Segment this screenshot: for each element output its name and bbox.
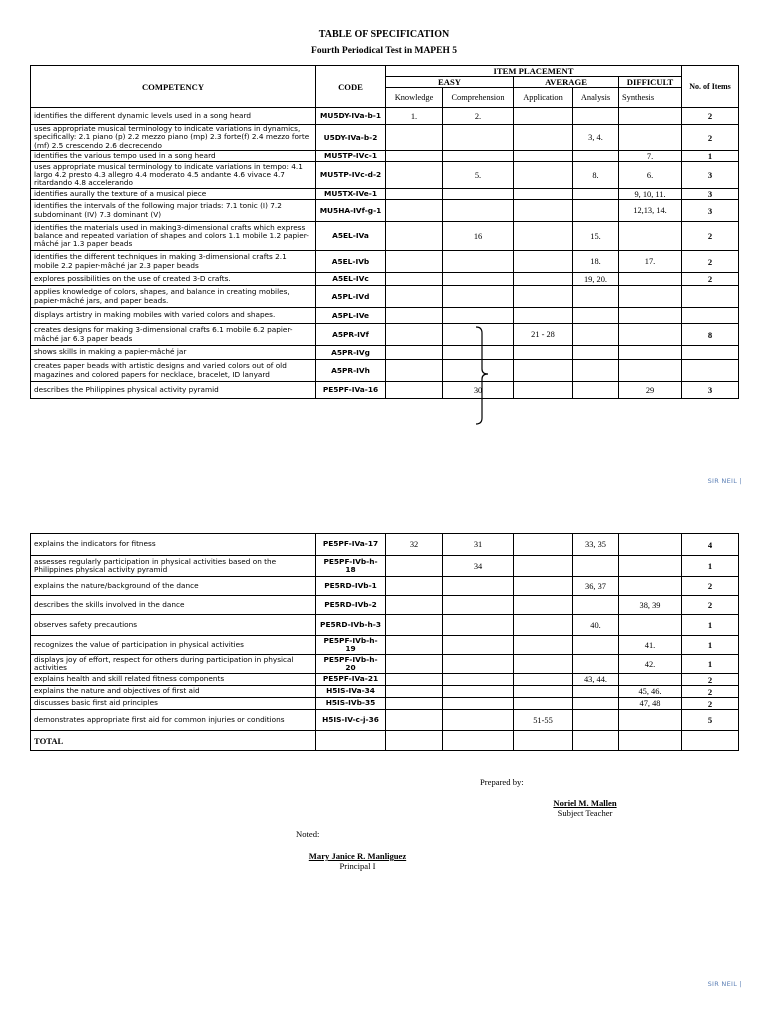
code-cell: MU5TX-IVe-1 (316, 189, 386, 200)
competency-cell: identifies the intervals of the following major triads: 7.1 tonic (I) 7.2 subdominant (IV) 7.3 dominant (V) (31, 200, 316, 222)
synthesis-cell: 7. (619, 151, 682, 162)
knowledge-cell (386, 636, 443, 655)
table-row (31, 636, 739, 655)
application-cell (514, 382, 573, 399)
knowledge-cell (386, 200, 443, 222)
synthesis-cell (619, 577, 682, 596)
code-cell: PE5PF-IVa-21 (316, 674, 386, 686)
comprehension-cell: 2. (443, 108, 514, 125)
code-cell: PE5PF-IVa-16 (316, 382, 386, 399)
application-cell (514, 286, 573, 308)
competency-cell: demonstrates appropriate first aid for common injuries or conditions (31, 710, 316, 731)
average-header: AVERAGE (514, 77, 619, 88)
total-empty-cell (386, 731, 443, 751)
table-row (31, 346, 739, 360)
application-cell (514, 577, 573, 596)
synthesis-cell (619, 273, 682, 286)
knowledge-cell (386, 710, 443, 731)
table-row (31, 200, 739, 222)
grouping-bracket (472, 326, 494, 426)
knowledge-cell (386, 125, 443, 151)
document-subtitle: Fourth Periodical Test in MAPEH 5 (311, 46, 457, 56)
knowledge-cell (386, 273, 443, 286)
synthesis-cell (619, 674, 682, 686)
table-row (31, 674, 739, 686)
competency-cell: identifies the materials used in making3-dimensional crafts which express balance and repeated variation of shapes and colors 1.1 mobile 1.2 papier-mâché jar 1.3 paper beads (31, 222, 316, 251)
application-cell (514, 596, 573, 615)
code-cell: A5EL-IVc (316, 273, 386, 286)
application-cell (514, 686, 573, 698)
analysis-cell (573, 596, 619, 615)
table-row (31, 382, 739, 399)
code-cell: PE5RD-IVb-h-3 (316, 615, 386, 636)
code-cell: U5DY-IVa-b-2 (316, 125, 386, 151)
prepared-by-role: Subject Teacher (557, 808, 613, 818)
code-cell: A5EL-IVb (316, 251, 386, 273)
comprehension-cell (443, 674, 514, 686)
no-of-items-cell: 4 (682, 534, 739, 556)
analysis-cell: 8. (573, 162, 619, 189)
code-cell: PE5PF-IVb-h-20 (316, 655, 386, 674)
competency-cell: describes the skills involved in the dance (31, 596, 316, 615)
application-cell (514, 655, 573, 674)
competency-cell: explores possibilities on the use of created 3-D crafts. (31, 273, 316, 286)
prepared-by-name: Noriel M. Mallen (553, 798, 617, 808)
code-cell: A5PL-IVe (316, 308, 386, 324)
table-row (31, 686, 739, 698)
synthesis-header: Synthesis (619, 88, 682, 108)
knowledge-cell (386, 346, 443, 360)
application-cell (514, 636, 573, 655)
watermark-text-bottom: SIR NEIL | (707, 980, 742, 988)
no-of-items-cell: 3 (682, 200, 739, 222)
comprehension-cell (443, 698, 514, 710)
knowledge-cell (386, 286, 443, 308)
knowledge-cell (386, 686, 443, 698)
code-cell: A5PR-IVf (316, 324, 386, 346)
total-empty-cell (443, 731, 514, 751)
total-empty-cell (682, 731, 739, 751)
analysis-cell (573, 382, 619, 399)
no-of-items-cell (682, 308, 739, 324)
knowledge-cell (386, 162, 443, 189)
table-row (31, 151, 739, 162)
table-row (31, 655, 739, 674)
competency-cell: recognizes the value of participation in physical activities (31, 636, 316, 655)
application-cell (514, 200, 573, 222)
synthesis-cell (619, 308, 682, 324)
no-of-items-cell (682, 346, 739, 360)
analysis-cell: 19, 20. (573, 273, 619, 286)
competency-cell: identifies the different techniques in making 3-dimensional crafts 2.1 mobile 2.2 papier-mâché jar 2.3 paper beads (31, 251, 316, 273)
table-row (31, 125, 739, 151)
analysis-cell (573, 360, 619, 382)
code-cell: H5IS-IV-c-j-36 (316, 710, 386, 731)
knowledge-cell (386, 324, 443, 346)
competency-cell: explains the nature and objectives of first aid (31, 686, 316, 698)
synthesis-cell: 38, 39 (619, 596, 682, 615)
comprehension-cell: 31 (443, 534, 514, 556)
code-cell: MU5TP-IVc-1 (316, 151, 386, 162)
synthesis-cell: 9, 10, 11. (619, 189, 682, 200)
code-cell: A5PR-IVh (316, 360, 386, 382)
analysis-cell: 43, 44. (573, 674, 619, 686)
specification-table-page-2 (30, 533, 739, 751)
code-cell: MU5HA-IVf-g-1 (316, 200, 386, 222)
prepared-by-label: Prepared by: (480, 777, 524, 787)
no-of-items-cell: 2 (682, 577, 739, 596)
competency-cell: identifies aurally the texture of a musical piece (31, 189, 316, 200)
total-row (31, 731, 739, 751)
comprehension-cell: 16 (443, 222, 514, 251)
competency-cell: discusses basic first aid principles (31, 698, 316, 710)
knowledge-cell (386, 674, 443, 686)
table-row (31, 556, 739, 577)
comprehension-cell (443, 125, 514, 151)
competency-cell: observes safety precautions (31, 615, 316, 636)
no-of-items-cell: 3 (682, 382, 739, 399)
knowledge-cell (386, 360, 443, 382)
synthesis-cell (619, 324, 682, 346)
comprehension-cell (443, 686, 514, 698)
noted-name: Mary Janice R. Manliguez (308, 851, 407, 861)
table-row (31, 162, 739, 189)
table-body-page-2 (31, 534, 739, 751)
comprehension-cell (443, 577, 514, 596)
comprehension-cell (443, 200, 514, 222)
no-of-items-header: No. of Items (682, 66, 739, 108)
code-cell: PE5PF-IVb-h-19 (316, 636, 386, 655)
code-header: CODE (316, 66, 386, 108)
application-cell (514, 125, 573, 151)
synthesis-cell: 41. (619, 636, 682, 655)
watermark-text: SIR NEIL | (707, 477, 742, 485)
synthesis-cell (619, 346, 682, 360)
application-cell (514, 251, 573, 273)
competency-cell: identifies the different dynamic levels used in a song heard (31, 108, 316, 125)
application-cell (514, 534, 573, 556)
no-of-items-cell: 3 (682, 189, 739, 200)
table-row (31, 324, 739, 346)
competency-cell: explains health and skill related fitness components (31, 674, 316, 686)
no-of-items-cell: 1 (682, 151, 739, 162)
analysis-cell (573, 308, 619, 324)
table-row (31, 108, 739, 125)
code-cell: PE5RD-IVb-2 (316, 596, 386, 615)
specification-table-page-1 (30, 65, 739, 399)
table-row (31, 698, 739, 710)
no-of-items-cell: 1 (682, 556, 739, 577)
no-of-items-cell: 5 (682, 710, 739, 731)
knowledge-cell (386, 222, 443, 251)
no-of-items-cell: 2 (682, 698, 739, 710)
knowledge-cell (386, 615, 443, 636)
comprehension-header: Comprehension (443, 88, 514, 108)
comprehension-cell: 5. (443, 162, 514, 189)
analysis-cell (573, 189, 619, 200)
competency-cell: applies knowledge of colors, shapes, and balance in creating mobiles, papier-mâché jars, and paper beads. (31, 286, 316, 308)
synthesis-cell: 6. (619, 162, 682, 189)
synthesis-cell (619, 534, 682, 556)
application-cell (514, 151, 573, 162)
total-empty-cell (573, 731, 619, 751)
code-cell: PE5RD-IVb-1 (316, 577, 386, 596)
comprehension-cell (443, 710, 514, 731)
no-of-items-cell: 2 (682, 251, 739, 273)
knowledge-cell (386, 698, 443, 710)
competency-cell: uses appropriate musical terminology to indicate variations in tempo: 4.1 largo 4.2 presto 4.3 allegro 4.4 moderato 4.5 andante 4.6 vivace 4.7 ritardando 4.8 accelerando (31, 162, 316, 189)
no-of-items-cell: 3 (682, 162, 739, 189)
knowledge-cell (386, 308, 443, 324)
noted-block (270, 851, 445, 871)
comprehension-cell (443, 251, 514, 273)
table-body-page-1 (31, 108, 739, 399)
analysis-cell (573, 556, 619, 577)
code-cell: H5IS-IVb-35 (316, 698, 386, 710)
code-cell: A5PR-IVg (316, 346, 386, 360)
table-row (31, 615, 739, 636)
application-cell (514, 189, 573, 200)
easy-header: EASY (386, 77, 514, 88)
synthesis-cell (619, 615, 682, 636)
no-of-items-cell: 2 (682, 222, 739, 251)
analysis-cell (573, 636, 619, 655)
table-row (31, 577, 739, 596)
no-of-items-cell (682, 360, 739, 382)
code-cell: H5IS-IVa-34 (316, 686, 386, 698)
comprehension-cell (443, 655, 514, 674)
analysis-cell: 36, 37 (573, 577, 619, 596)
application-header: Application (514, 88, 573, 108)
competency-cell: explains the nature/background of the dance (31, 577, 316, 596)
synthesis-cell (619, 286, 682, 308)
competency-cell: explains the indicators for fitness (31, 534, 316, 556)
analysis-cell: 15. (573, 222, 619, 251)
analysis-cell (573, 655, 619, 674)
competency-cell: describes the Philippines physical activity pyramid (31, 382, 316, 399)
no-of-items-cell: 2 (682, 125, 739, 151)
competency-cell: assesses regularly participation in physical activities based on the Philippines physical activity pyramid (31, 556, 316, 577)
synthesis-cell (619, 222, 682, 251)
knowledge-cell: 32 (386, 534, 443, 556)
analysis-cell (573, 286, 619, 308)
code-cell: MU5TP-IVc-d-2 (316, 162, 386, 189)
synthesis-cell (619, 556, 682, 577)
noted-label: Noted: (296, 829, 320, 839)
no-of-items-cell: 2 (682, 686, 739, 698)
total-empty-cell (619, 731, 682, 751)
code-cell: PE5PF-IVa-17 (316, 534, 386, 556)
competency-cell: uses appropriate musical terminology to indicate variations in dynamics, specifically: 2.1 piano (p) 2.2 mezzo piano (mp) 2.3 forte(f) 2.4 mezzo forte (mf) 2.5 crescendo 2.6 decrecendo (31, 125, 316, 151)
application-cell (514, 308, 573, 324)
item-placement-header: ITEM PLACEMENT (386, 66, 682, 77)
comprehension-cell: 30 (443, 382, 514, 399)
knowledge-cell (386, 556, 443, 577)
analysis-cell (573, 346, 619, 360)
analysis-cell (573, 324, 619, 346)
table-row (31, 360, 739, 382)
competency-header: COMPETENCY (31, 66, 316, 108)
table-row (31, 710, 739, 731)
no-of-items-cell: 2 (682, 273, 739, 286)
application-cell: 21 - 28 (514, 324, 573, 346)
code-cell: A5EL-IVa (316, 222, 386, 251)
knowledge-cell (386, 251, 443, 273)
comprehension-cell (443, 615, 514, 636)
knowledge-cell (386, 382, 443, 399)
synthesis-cell (619, 125, 682, 151)
competency-cell: displays joy of effort, respect for others during participation in physical activities (31, 655, 316, 674)
no-of-items-cell: 8 (682, 324, 739, 346)
code-cell: MU5DY-IVa-b-1 (316, 108, 386, 125)
application-cell (514, 273, 573, 286)
total-empty-cell (316, 731, 386, 751)
knowledge-cell (386, 577, 443, 596)
table-row (31, 273, 739, 286)
synthesis-cell: 17. (619, 251, 682, 273)
analysis-cell (573, 686, 619, 698)
analysis-cell (573, 698, 619, 710)
knowledge-cell (386, 596, 443, 615)
synthesis-cell (619, 360, 682, 382)
analysis-cell (573, 710, 619, 731)
document-title: TABLE OF SPECIFICATION (318, 29, 450, 40)
application-cell (514, 346, 573, 360)
analysis-cell: 18. (573, 251, 619, 273)
synthesis-cell (619, 710, 682, 731)
synthesis-cell: 12,13, 14. (619, 200, 682, 222)
analysis-cell (573, 200, 619, 222)
competency-cell: identifies the various tempo used in a song heard (31, 151, 316, 162)
analysis-cell (573, 151, 619, 162)
code-cell: A5PL-IVd (316, 286, 386, 308)
knowledge-cell: 1. (386, 108, 443, 125)
difficult-header: DIFFICULT (619, 77, 682, 88)
application-cell (514, 698, 573, 710)
total-label: TOTAL (31, 731, 316, 751)
no-of-items-cell: 1 (682, 615, 739, 636)
no-of-items-cell (682, 286, 739, 308)
synthesis-cell: 47, 48 (619, 698, 682, 710)
competency-cell: creates paper beads with artistic designs and varied colors out of old magazines and colored papers for necklace, bracelet, ID lanyard (31, 360, 316, 382)
comprehension-cell (443, 273, 514, 286)
application-cell (514, 556, 573, 577)
comprehension-cell: 34 (443, 556, 514, 577)
application-cell (514, 674, 573, 686)
analysis-cell: 40. (573, 615, 619, 636)
no-of-items-cell: 1 (682, 636, 739, 655)
code-cell: PE5PF-IVb-h-18 (316, 556, 386, 577)
table-row (31, 596, 739, 615)
table-row (31, 222, 739, 251)
analysis-cell (573, 108, 619, 125)
comprehension-cell (443, 308, 514, 324)
table-row (31, 286, 739, 308)
synthesis-cell: 42. (619, 655, 682, 674)
competency-cell: shows skills in making a papier-mâché jar (31, 346, 316, 360)
synthesis-cell (619, 108, 682, 125)
synthesis-cell: 29 (619, 382, 682, 399)
application-cell (514, 222, 573, 251)
prepared-by-block (500, 798, 670, 818)
knowledge-header: Knowledge (386, 88, 443, 108)
comprehension-cell (443, 636, 514, 655)
total-empty-cell (514, 731, 573, 751)
application-cell (514, 360, 573, 382)
table-row (31, 534, 739, 556)
table-row (31, 251, 739, 273)
no-of-items-cell: 2 (682, 674, 739, 686)
analysis-cell: 33, 35 (573, 534, 619, 556)
table-row (31, 308, 739, 324)
competency-cell: displays artistry in making mobiles with varied colors and shapes. (31, 308, 316, 324)
application-cell: 51-55 (514, 710, 573, 731)
comprehension-cell (443, 151, 514, 162)
synthesis-cell: 45, 46. (619, 686, 682, 698)
no-of-items-cell: 2 (682, 108, 739, 125)
comprehension-cell (443, 189, 514, 200)
application-cell (514, 615, 573, 636)
knowledge-cell (386, 655, 443, 674)
no-of-items-cell: 1 (682, 655, 739, 674)
analysis-header: Analysis (573, 88, 619, 108)
knowledge-cell (386, 189, 443, 200)
comprehension-cell (443, 286, 514, 308)
analysis-cell: 3, 4. (573, 125, 619, 151)
application-cell (514, 162, 573, 189)
application-cell (514, 108, 573, 125)
no-of-items-cell: 2 (682, 596, 739, 615)
knowledge-cell (386, 151, 443, 162)
table-row (31, 189, 739, 200)
competency-cell: creates designs for making 3-dimensional crafts 6.1 mobile 6.2 papier-mâché jar 6.3 paper beads (31, 324, 316, 346)
comprehension-cell (443, 596, 514, 615)
noted-role: Principal I (339, 861, 376, 871)
